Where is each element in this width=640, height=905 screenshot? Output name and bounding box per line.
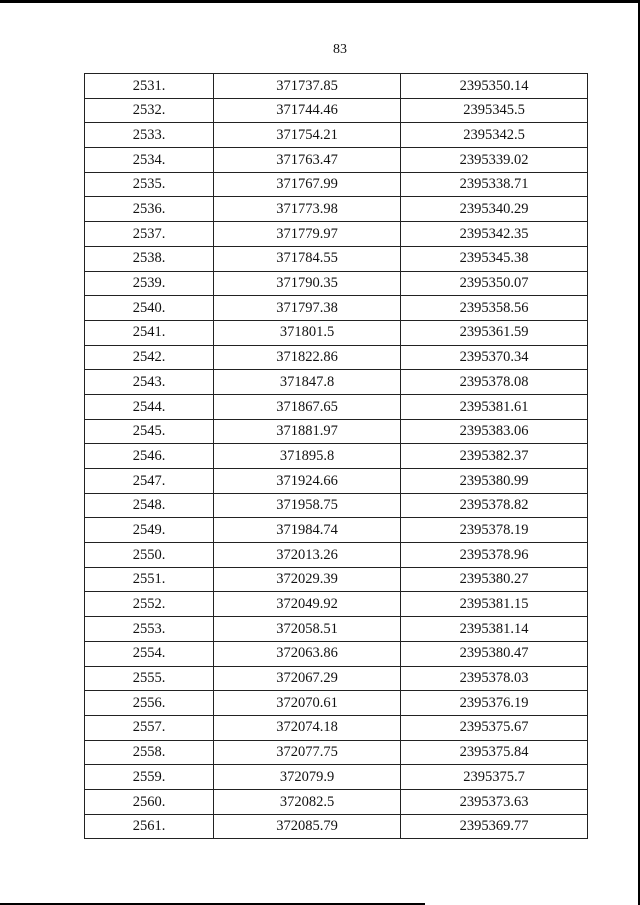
x-coordinate-cell: 371797.38	[214, 296, 401, 321]
x-coordinate-cell: 371790.35	[214, 271, 401, 296]
x-coordinate-cell: 371847.8	[214, 370, 401, 395]
x-coordinate-cell: 372070.61	[214, 691, 401, 716]
point-number-cell: 2537.	[85, 222, 214, 247]
point-number-cell: 2539.	[85, 271, 214, 296]
point-number-cell: 2549.	[85, 518, 214, 543]
x-coordinate-cell: 371958.75	[214, 493, 401, 518]
y-coordinate-cell: 2395380.99	[401, 469, 588, 494]
y-coordinate-cell: 2395345.38	[401, 246, 588, 271]
point-number-cell: 2552.	[85, 592, 214, 617]
y-coordinate-cell: 2395345.5	[401, 98, 588, 123]
y-coordinate-cell: 2395381.14	[401, 617, 588, 642]
y-coordinate-cell: 2395370.34	[401, 345, 588, 370]
point-number-cell: 2533.	[85, 123, 214, 148]
x-coordinate-cell: 372058.51	[214, 617, 401, 642]
x-coordinate-cell: 372063.86	[214, 641, 401, 666]
table-row	[85, 320, 588, 345]
y-coordinate-cell: 2395380.47	[401, 641, 588, 666]
table-row	[85, 394, 588, 419]
point-number-cell: 2554.	[85, 641, 214, 666]
y-coordinate-cell: 2395382.37	[401, 444, 588, 469]
x-coordinate-cell: 371895.8	[214, 444, 401, 469]
table-row	[85, 148, 588, 173]
y-coordinate-cell: 2395338.71	[401, 172, 588, 197]
y-coordinate-cell: 2395373.63	[401, 789, 588, 814]
table-row	[85, 469, 588, 494]
table-row	[85, 740, 588, 765]
table-row	[85, 691, 588, 716]
x-coordinate-cell: 371767.99	[214, 172, 401, 197]
y-coordinate-cell: 2395376.19	[401, 691, 588, 716]
point-number-cell: 2547.	[85, 469, 214, 494]
x-coordinate-cell: 371737.85	[214, 74, 401, 99]
table-row	[85, 123, 588, 148]
x-coordinate-cell: 371773.98	[214, 197, 401, 222]
y-coordinate-cell: 2395340.29	[401, 197, 588, 222]
table-row	[85, 814, 588, 839]
point-number-cell: 2559.	[85, 765, 214, 790]
table-row	[85, 197, 588, 222]
point-number-cell: 2542.	[85, 345, 214, 370]
table-row	[85, 666, 588, 691]
point-number-cell: 2556.	[85, 691, 214, 716]
point-number-cell: 2541.	[85, 320, 214, 345]
x-coordinate-cell: 372029.39	[214, 567, 401, 592]
coordinates-table	[84, 73, 588, 839]
y-coordinate-cell: 2395375.84	[401, 740, 588, 765]
table-row	[85, 370, 588, 395]
coordinates-table-body	[85, 74, 588, 839]
point-number-cell: 2546.	[85, 444, 214, 469]
table-row	[85, 617, 588, 642]
point-number-cell: 2558.	[85, 740, 214, 765]
table-row	[85, 765, 588, 790]
point-number-cell: 2535.	[85, 172, 214, 197]
x-coordinate-cell: 372077.75	[214, 740, 401, 765]
page-number: 83	[333, 42, 347, 57]
y-coordinate-cell: 2395342.35	[401, 222, 588, 247]
table-row	[85, 296, 588, 321]
table-row	[85, 641, 588, 666]
point-number-cell: 2532.	[85, 98, 214, 123]
table-row	[85, 493, 588, 518]
table-row	[85, 567, 588, 592]
y-coordinate-cell: 2395361.59	[401, 320, 588, 345]
table-row	[85, 444, 588, 469]
y-coordinate-cell: 2395378.03	[401, 666, 588, 691]
point-number-cell: 2538.	[85, 246, 214, 271]
x-coordinate-cell: 372082.5	[214, 789, 401, 814]
x-coordinate-cell: 371754.21	[214, 123, 401, 148]
y-coordinate-cell: 2395350.14	[401, 74, 588, 99]
point-number-cell: 2545.	[85, 419, 214, 444]
table-row	[85, 271, 588, 296]
point-number-cell: 2555.	[85, 666, 214, 691]
table-row	[85, 222, 588, 247]
table-row	[85, 543, 588, 568]
y-coordinate-cell: 2395380.27	[401, 567, 588, 592]
x-coordinate-cell: 371867.65	[214, 394, 401, 419]
point-number-cell: 2553.	[85, 617, 214, 642]
table-row	[85, 715, 588, 740]
x-coordinate-cell: 371984.74	[214, 518, 401, 543]
x-coordinate-cell: 371763.47	[214, 148, 401, 173]
x-coordinate-cell: 372049.92	[214, 592, 401, 617]
y-coordinate-cell: 2395378.08	[401, 370, 588, 395]
table-row	[85, 518, 588, 543]
x-coordinate-cell: 372067.29	[214, 666, 401, 691]
point-number-cell: 2548.	[85, 493, 214, 518]
point-number-cell: 2551.	[85, 567, 214, 592]
scan-edge-top	[0, 0, 640, 3]
y-coordinate-cell: 2395378.19	[401, 518, 588, 543]
table-row	[85, 98, 588, 123]
point-number-cell: 2557.	[85, 715, 214, 740]
table-row	[85, 345, 588, 370]
y-coordinate-cell: 2395378.96	[401, 543, 588, 568]
point-number-cell: 2550.	[85, 543, 214, 568]
point-number-cell: 2540.	[85, 296, 214, 321]
x-coordinate-cell: 371924.66	[214, 469, 401, 494]
table-row	[85, 592, 588, 617]
x-coordinate-cell: 371784.55	[214, 246, 401, 271]
point-number-cell: 2561.	[85, 814, 214, 839]
x-coordinate-cell: 372085.79	[214, 814, 401, 839]
y-coordinate-cell: 2395381.15	[401, 592, 588, 617]
point-number-cell: 2560.	[85, 789, 214, 814]
table-row	[85, 172, 588, 197]
table-row	[85, 789, 588, 814]
y-coordinate-cell: 2395369.77	[401, 814, 588, 839]
x-coordinate-cell: 372079.9	[214, 765, 401, 790]
table-row	[85, 246, 588, 271]
y-coordinate-cell: 2395339.02	[401, 148, 588, 173]
y-coordinate-cell: 2395375.7	[401, 765, 588, 790]
point-number-cell: 2531.	[85, 74, 214, 99]
point-number-cell: 2536.	[85, 197, 214, 222]
y-coordinate-cell: 2395358.56	[401, 296, 588, 321]
point-number-cell: 2534.	[85, 148, 214, 173]
y-coordinate-cell: 2395375.67	[401, 715, 588, 740]
y-coordinate-cell: 2395350.07	[401, 271, 588, 296]
x-coordinate-cell: 371779.97	[214, 222, 401, 247]
x-coordinate-cell: 372013.26	[214, 543, 401, 568]
table-row	[85, 74, 588, 99]
y-coordinate-cell: 2395383.06	[401, 419, 588, 444]
point-number-cell: 2544.	[85, 394, 214, 419]
y-coordinate-cell: 2395378.82	[401, 493, 588, 518]
y-coordinate-cell: 2395381.61	[401, 394, 588, 419]
x-coordinate-cell: 371881.97	[214, 419, 401, 444]
x-coordinate-cell: 372074.18	[214, 715, 401, 740]
table-row	[85, 419, 588, 444]
y-coordinate-cell: 2395342.5	[401, 123, 588, 148]
point-number-cell: 2543.	[85, 370, 214, 395]
x-coordinate-cell: 371744.46	[214, 98, 401, 123]
x-coordinate-cell: 371801.5	[214, 320, 401, 345]
x-coordinate-cell: 371822.86	[214, 345, 401, 370]
